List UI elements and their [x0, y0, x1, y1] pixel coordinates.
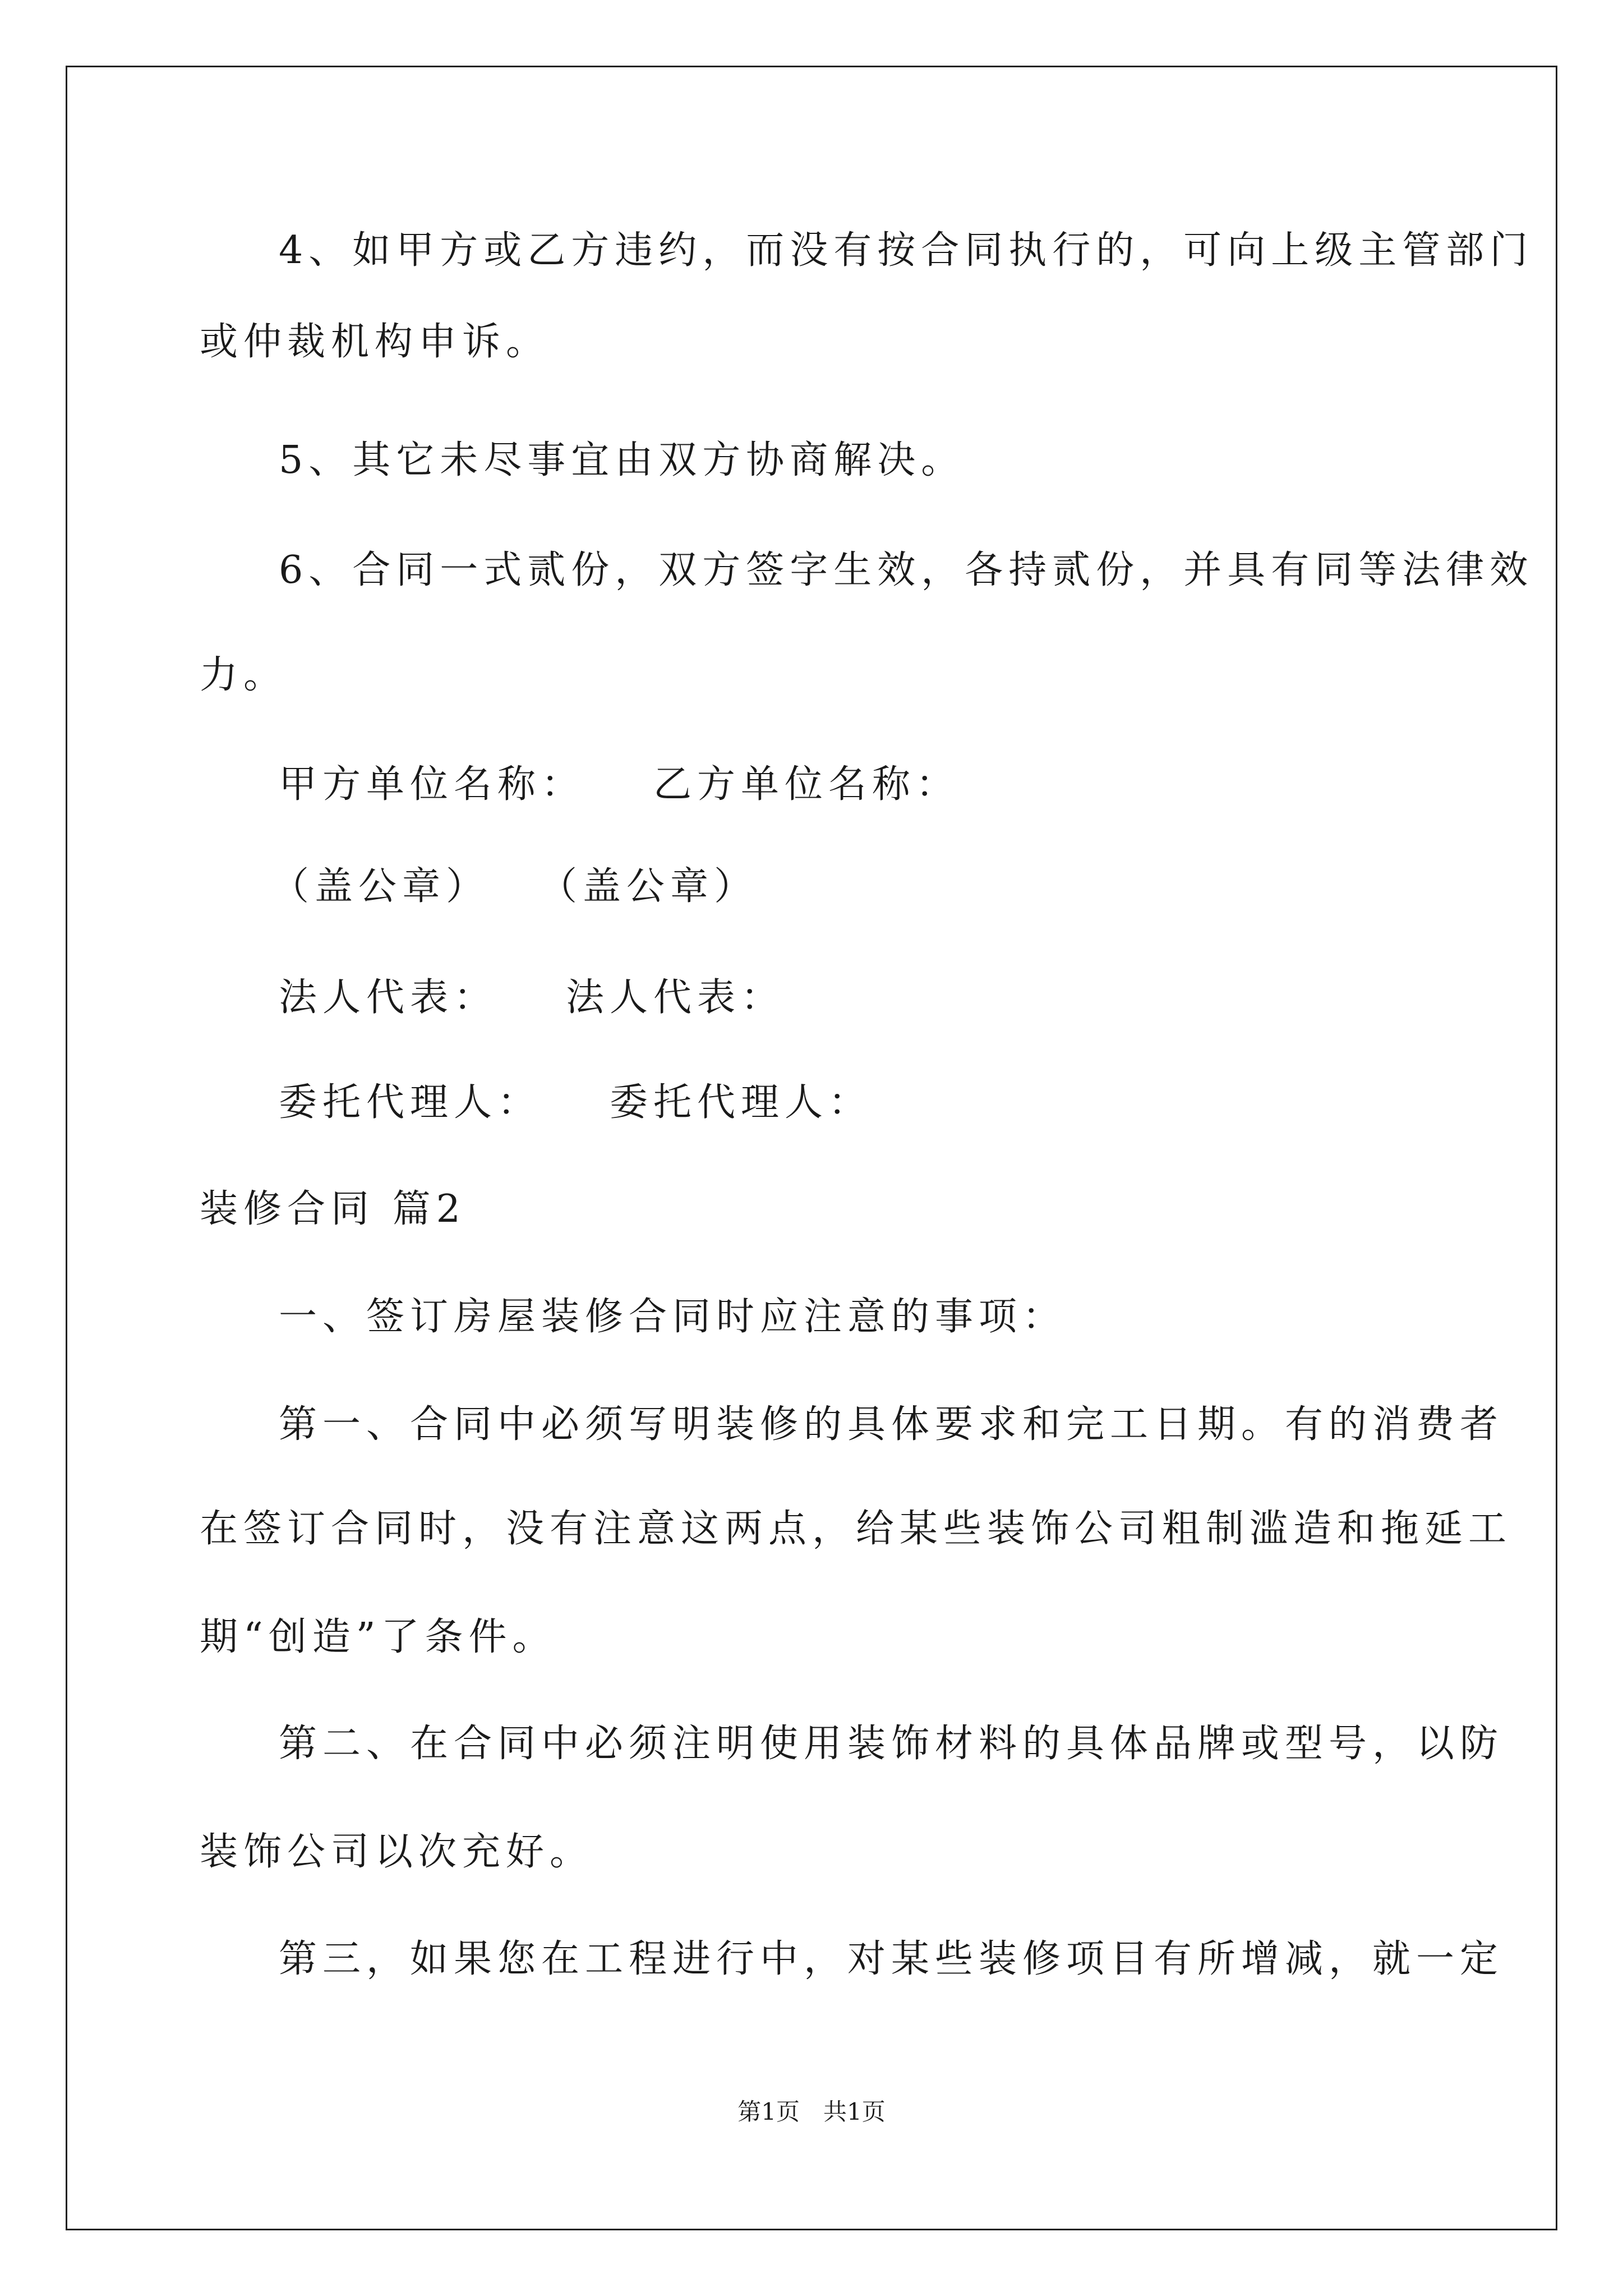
text-line-9: 委托代理人： 委托代理人： [279, 1080, 873, 1125]
text-line-6: 甲方单位名称： 乙方单位名称： [279, 762, 960, 807]
text-line-16: 装饰公司以次充好。 [200, 1830, 594, 1874]
section-heading: 装修合同 篇2 [200, 1187, 466, 1231]
text-line-12: 第一、合同中必须写明装修的具体要求和完工日期。有的消费者 [279, 1402, 1504, 1447]
text-line-13: 在签订合同时，没有注意这两点，给某些装饰公司粗制滥造和拖延工 [200, 1507, 1513, 1551]
text-line-5: 力。 [200, 653, 288, 697]
text-line-4: 6、合同一式贰份，双方签字生效，各持贰份，并具有同等法律效 [279, 548, 1534, 592]
text-line-11: 一、签订房屋装修合同时应注意的事项： [279, 1295, 1067, 1339]
page-border [66, 66, 1557, 2230]
text-line-2: 或仲裁机构申诉。 [200, 320, 550, 364]
text-line-15: 第二、在合同中必须注明使用装饰材料的具体品牌或型号，以防 [279, 1722, 1504, 1766]
text-line-14: 期“创造”了条件。 [200, 1615, 556, 1659]
page-number-footer: 第1页 共1页 [737, 2098, 886, 2125]
text-line-17: 第三，如果您在工程进行中，对某些装修项目有所增减，就一定 [279, 1937, 1504, 1981]
text-line-8: 法人代表： 法人代表： [279, 976, 785, 1020]
text-line-7: （盖公章） （盖公章） [271, 864, 758, 909]
text-line-3: 5、其它未尽事宜由双方协商解决。 [279, 438, 965, 482]
text-line-1: 4、如甲方或乙方违约，而没有按合同执行的，可向上级主管部门 [279, 228, 1534, 273]
